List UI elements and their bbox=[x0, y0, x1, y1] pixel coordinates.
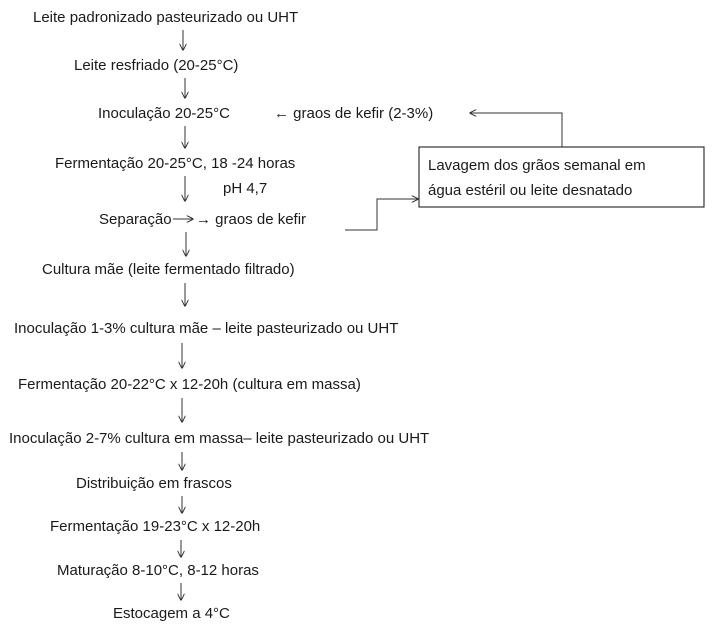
step-fermentation-3: Fermentação 19-23°C x 12-20h bbox=[50, 518, 261, 535]
step-inoculation-2: Inoculação 1-3% cultura mãe – leite pasteurizado ou UHT bbox=[14, 320, 399, 337]
grain-wash-line2: água estéril ou leite desnatado bbox=[428, 182, 633, 199]
step-storage: Estocagem a 4°C bbox=[113, 605, 230, 622]
step-distribution: Distribuição em frascos bbox=[76, 475, 232, 492]
step-inoculation-1: Inoculação 20-25°C bbox=[98, 105, 230, 122]
step-separation: Separação bbox=[99, 211, 172, 228]
step-fermentation-1: Fermentação 20-25°C, 18 -24 horas bbox=[55, 155, 296, 172]
step-ph: pH 4,7 bbox=[223, 180, 268, 197]
step-fermentation-2: Fermentação 20-22°C x 12-20h (cultura em massa) bbox=[18, 376, 361, 393]
step-inoculation-3: Inoculação 2-7% cultura em massa– leite pasteurizado ou UHT bbox=[9, 430, 430, 447]
step-milk-cooled: Leite resfriado (20-25°C) bbox=[74, 57, 239, 74]
kefir-grains-output: → graos de kefir bbox=[196, 211, 307, 228]
step-milk-standardized: Leite padronizado pasteurizado ou UHT bbox=[33, 9, 299, 26]
grain-wash-line1: Lavagem dos grãos semanal em bbox=[428, 157, 646, 174]
kefir-grains-input: ← graos de kefir (2-3%) bbox=[274, 105, 434, 122]
step-mother-culture: Cultura mãe (leite fermentado filtrado) bbox=[42, 261, 295, 278]
loop-arrow-to-inoculation bbox=[470, 113, 562, 147]
step-maturation: Maturação 8-10°C, 8-12 horas bbox=[57, 562, 259, 579]
loop-arrow-to-wash-box bbox=[345, 199, 418, 230]
